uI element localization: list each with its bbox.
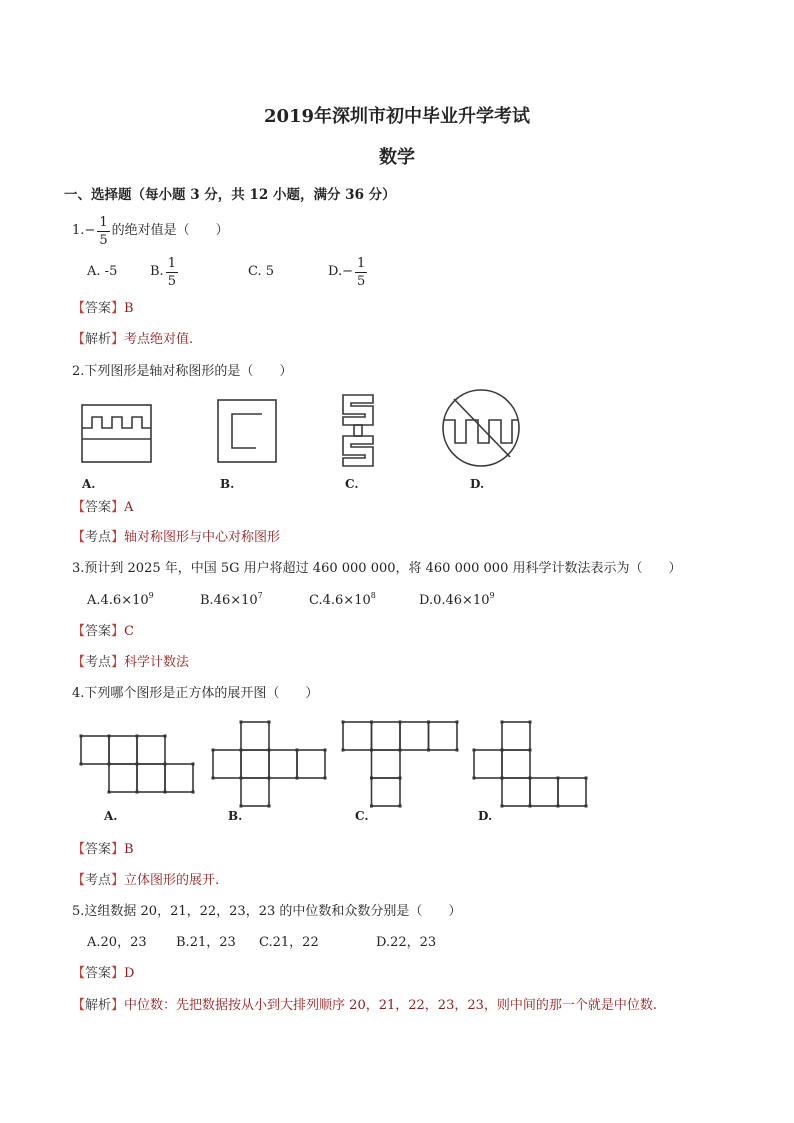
bracket-open: 【: [72, 332, 86, 347]
section-heading: 一、选择题（每小题 3 分，共 12 小题，满分 36 分）: [64, 187, 396, 203]
fraction-denominator: 5: [357, 273, 366, 289]
option-5c: [259, 935, 319, 951]
point-3: [72, 655, 189, 671]
figure-label: D.: [478, 809, 493, 823]
point-tag: 考点: [85, 873, 112, 888]
answer-value: B: [124, 842, 134, 857]
answer-tag: 答案: [85, 500, 112, 515]
point-text: 科学计数法: [124, 655, 190, 670]
option-label: A.: [87, 264, 101, 279]
answer-tag: 答案: [85, 842, 112, 857]
question-text: 的绝对值是（ ）: [111, 223, 229, 238]
question-number: 5.: [72, 904, 85, 919]
fraction-numerator: 1: [167, 255, 176, 271]
question-1-stem: [72, 212, 229, 250]
net-vertex: [324, 749, 327, 752]
figure-label: D.: [470, 477, 485, 491]
figure-lower-shape: [343, 436, 373, 466]
analysis-1: [72, 332, 193, 348]
net-vertex: [136, 791, 139, 794]
net-vertex: [473, 777, 476, 780]
net-vertex: [164, 791, 167, 794]
option-3a: [87, 593, 154, 609]
net-figure-4c: [340, 718, 462, 812]
net-vertex: [557, 777, 560, 780]
question-number: 1.: [72, 223, 85, 238]
bracket-close: 】: [111, 873, 125, 888]
fraction: [355, 256, 367, 289]
bracket-close: 】: [111, 842, 125, 857]
option-1a: [87, 253, 117, 291]
figure-label: B.: [220, 477, 235, 491]
net-vertex: [370, 749, 373, 752]
fraction-numerator: 1: [99, 214, 108, 230]
option-value: 4.6×10: [322, 593, 371, 608]
net-square: [109, 764, 137, 792]
net-vertex: [240, 777, 243, 780]
net-vertex: [370, 721, 373, 724]
figure-upper-shape: [343, 395, 373, 425]
net-vertex: [240, 749, 243, 752]
net-vertex: [585, 805, 588, 808]
net-vertex: [399, 721, 402, 724]
figure-label: A.: [104, 809, 118, 823]
net-vertex: [108, 735, 111, 738]
net-square: [81, 736, 109, 764]
net-figure-4a: [78, 732, 198, 798]
figure-label: C.: [355, 809, 369, 823]
option-5b: [176, 935, 236, 951]
question-number: 4.: [72, 686, 85, 701]
option-value: -5: [104, 264, 118, 279]
question-5-stem: [72, 904, 461, 920]
bracket-open: 【: [72, 966, 86, 981]
answer-3: [72, 624, 134, 640]
answer-value: D: [124, 966, 135, 981]
net-vertex: [164, 763, 167, 766]
fraction-denominator: 5: [99, 232, 108, 248]
answer-1: [72, 301, 134, 317]
question-number: 3.: [72, 561, 85, 576]
bracket-open: 【: [72, 500, 86, 515]
minus-sign: −: [84, 223, 96, 238]
bracket-close: 】: [111, 530, 125, 545]
net-vertex: [296, 749, 299, 752]
net-vertex: [456, 749, 459, 752]
bracket-open: 【: [72, 624, 86, 639]
analysis-tag: 解析: [85, 332, 112, 347]
point-tag: 考点: [85, 530, 112, 545]
net-square: [109, 736, 137, 764]
question-text: 这组数据 20，21，22，23，23 的中位数和众数分别是（ ）: [84, 904, 462, 919]
bracket-close: 】: [111, 655, 125, 670]
figure-label: B.: [228, 809, 243, 823]
figure-2c: [338, 392, 382, 470]
option-exponent: 9: [148, 591, 154, 600]
option-3b: [200, 593, 263, 609]
option-label: C.: [259, 935, 273, 950]
option-exponent: 9: [489, 591, 495, 600]
net-vertex: [557, 805, 560, 808]
net-vertex: [501, 805, 504, 808]
net-vertex: [108, 763, 111, 766]
point-text: 立体图形的展开.: [124, 873, 220, 888]
figure-wave-line: [82, 417, 151, 428]
net-vertex: [473, 749, 476, 752]
net-square: [502, 722, 530, 750]
net-vertex: [240, 721, 243, 724]
net-square: [502, 750, 530, 778]
net-vertex: [501, 749, 504, 752]
net-square: [372, 722, 401, 750]
option-exponent: 8: [370, 591, 376, 600]
net-vertex: [212, 777, 215, 780]
net-vertex: [501, 721, 504, 724]
net-vertex: [342, 721, 345, 724]
figure-outline: [218, 400, 276, 462]
net-vertex: [268, 721, 271, 724]
option-3c: [309, 593, 376, 609]
fraction-denominator: 5: [167, 273, 176, 289]
exam-title: 2019年深圳市初中毕业升学考试: [263, 106, 531, 127]
net-vertex: [529, 777, 532, 780]
answer-tag: 答案: [85, 301, 112, 316]
net-square: [213, 750, 241, 778]
net-vertex: [501, 777, 504, 780]
bracket-close: 】: [111, 301, 125, 316]
net-square: [241, 750, 269, 778]
bracket-open: 【: [72, 301, 86, 316]
net-vertex: [212, 749, 215, 752]
bracket-open: 【: [72, 873, 86, 888]
question-2-stem: [72, 364, 292, 380]
net-vertex: [585, 777, 588, 780]
fraction: [97, 215, 109, 248]
net-vertex: [427, 749, 430, 752]
net-vertex: [529, 749, 532, 752]
net-vertex: [399, 777, 402, 780]
answer-value: B: [124, 301, 134, 316]
net-vertex: [370, 777, 373, 780]
option-3d: [419, 593, 495, 609]
net-square: [241, 722, 269, 750]
option-value: 4.6×10: [100, 593, 149, 608]
option-label: D.: [419, 593, 434, 608]
point-4: [72, 873, 219, 889]
bracket-close: 】: [111, 966, 125, 981]
figure-label: C.: [345, 477, 359, 491]
bracket-open: 【: [72, 998, 86, 1013]
question-text: 预计到 2025 年，中国 5G 用户将超过 460 000 000，将 460 000 000 用科学计数法表示为（ ）: [84, 561, 682, 576]
figure-2b: [214, 396, 282, 468]
option-label: B.: [176, 935, 190, 950]
net-vertex: [192, 763, 195, 766]
bracket-close: 】: [111, 332, 125, 347]
fraction: [166, 256, 178, 289]
net-vertex: [324, 777, 327, 780]
net-square: [137, 736, 165, 764]
analysis-5: [72, 998, 657, 1014]
net-square: [269, 750, 297, 778]
point-tag: 考点: [85, 655, 112, 670]
question-text: 下列图形是轴对称图形的是（ ）: [84, 364, 293, 379]
net-vertex: [80, 735, 83, 738]
option-exponent: 7: [257, 591, 263, 600]
net-vertex: [80, 763, 83, 766]
figure-2d: [438, 386, 526, 472]
net-square: [372, 750, 401, 778]
option-label: A.: [87, 935, 101, 950]
option-label: D.: [376, 935, 391, 950]
net-vertex: [370, 805, 373, 808]
answer-5: [72, 966, 134, 982]
question-text: 下列哪个图形是正方体的展开图（ ）: [84, 686, 319, 701]
net-vertex: [529, 805, 532, 808]
net-vertex: [296, 777, 299, 780]
bracket-open: 【: [72, 530, 86, 545]
net-vertex: [399, 749, 402, 752]
net-vertex: [268, 777, 271, 780]
option-value: 22，23: [390, 935, 437, 950]
point-text: 轴对称图形与中心对称图形: [124, 530, 281, 545]
point-2: [72, 530, 280, 546]
answer-value: C: [124, 624, 134, 639]
bracket-open: 【: [72, 842, 86, 857]
net-vertex: [136, 763, 139, 766]
option-label: B.: [200, 593, 214, 608]
net-vertex: [529, 721, 532, 724]
answer-tag: 答案: [85, 624, 112, 639]
net-square: [429, 722, 458, 750]
net-vertex: [268, 805, 271, 808]
net-square: [165, 764, 193, 792]
question-number: 2.: [72, 364, 85, 379]
option-5a: [87, 935, 147, 951]
option-5d: [376, 935, 436, 951]
net-vertex: [456, 721, 459, 724]
bracket-open: 【: [72, 655, 86, 670]
question-3-stem: [72, 561, 681, 577]
net-vertex: [136, 735, 139, 738]
net-square: [343, 722, 372, 750]
bracket-close: 】: [111, 998, 125, 1013]
net-vertex: [108, 791, 111, 794]
net-square: [372, 778, 401, 806]
option-1c: [248, 253, 274, 291]
minus-sign: −: [342, 264, 353, 279]
figure-connector: [354, 425, 362, 436]
figure-2a: [78, 400, 158, 468]
answer-tag: 答案: [85, 966, 112, 981]
option-label: C.: [248, 264, 262, 279]
option-value: 46×10: [213, 593, 258, 608]
net-square: [530, 778, 558, 806]
figure-wave-line: [444, 420, 518, 443]
net-square: [137, 764, 165, 792]
option-label: C.: [309, 593, 323, 608]
net-vertex: [342, 749, 345, 752]
net-vertex: [268, 749, 271, 752]
bracket-close: 】: [111, 500, 125, 515]
net-square: [297, 750, 325, 778]
option-1b: [150, 253, 180, 291]
net-figure-4b: [208, 718, 330, 812]
figure-outline: [82, 405, 151, 462]
question-4-stem: [72, 686, 318, 702]
option-value: 0.46×10: [433, 593, 490, 608]
figure-inner-shape: [232, 414, 262, 448]
option-value: 21，23: [189, 935, 236, 950]
option-label: D.: [328, 264, 343, 279]
net-square: [558, 778, 586, 806]
net-vertex: [164, 735, 167, 738]
net-vertex: [427, 721, 430, 724]
net-square: [400, 722, 429, 750]
answer-4: [72, 842, 134, 858]
net-square: [502, 778, 530, 806]
net-vertex: [192, 791, 195, 794]
net-vertex: [399, 805, 402, 808]
analysis-tag: 解析: [85, 998, 112, 1013]
fraction-numerator: 1: [357, 255, 366, 271]
answer-2: [72, 500, 133, 516]
analysis-text: 考点绝对值.: [124, 332, 194, 347]
option-label: A.: [87, 593, 101, 608]
option-1d: [328, 253, 369, 291]
answer-value: A: [124, 500, 134, 515]
net-square: [241, 778, 269, 806]
bracket-close: 】: [111, 624, 125, 639]
option-value: 21，22: [272, 935, 319, 950]
subject-title: 数学: [379, 147, 415, 168]
option-value: 5: [265, 264, 275, 279]
figure-label: A.: [82, 477, 96, 491]
analysis-text: 中位数：先把数据按从小到大排列顺序 20，21，22，23，23，则中间的那一个就是中位数.: [124, 998, 658, 1013]
net-square: [474, 750, 502, 778]
option-label: B.: [150, 264, 164, 279]
option-value: 20，23: [100, 935, 147, 950]
net-figure-4d: [468, 718, 592, 812]
